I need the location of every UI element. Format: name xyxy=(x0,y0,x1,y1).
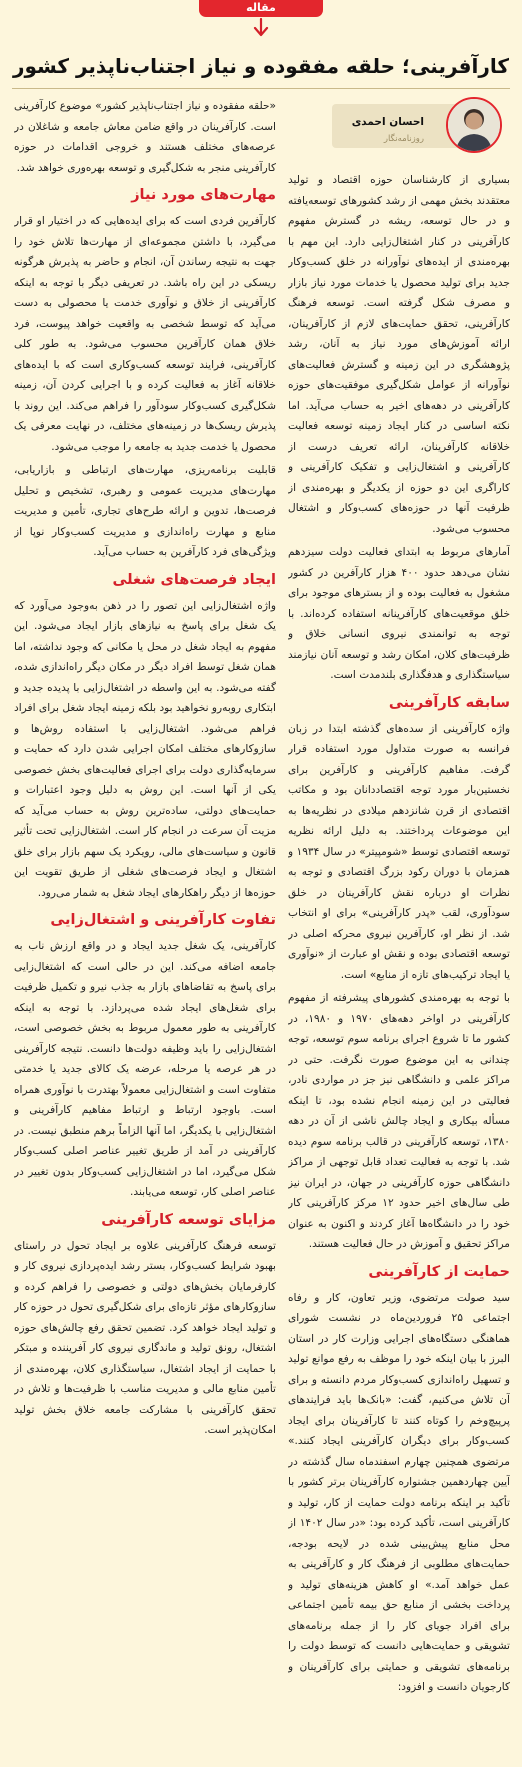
subheading-jobs: ایجاد فرصت‌های شغلی xyxy=(112,571,276,588)
avatar xyxy=(446,97,502,153)
subheading-difference: تفاوت کارآفرینی و اشتغال‌زایی xyxy=(50,912,276,928)
arrow-down-icon xyxy=(253,18,269,38)
column-right xyxy=(288,170,510,1765)
author-portrait-icon xyxy=(448,99,500,151)
author-name: احسان احمدی xyxy=(351,116,424,128)
subheading-support: حمایت از کارآفرینی xyxy=(368,1263,510,1280)
subheading-skills: مهارت‌های مورد نیاز xyxy=(131,187,276,203)
headline: کارآفرینی؛ حلقه مفقوده و نیاز اجتناب‌ناپذیر کشور xyxy=(12,54,509,78)
author-role: روزنامه‌نگار xyxy=(383,134,424,144)
author-box xyxy=(314,97,510,163)
paragraph: سید صولت مرتضوی، وزیر تعاون، کار و رفاه اجتماعی ۲۵ فروردین‌ماه در نشست شورای هماهنگی دستگاه‌های اجرایی وزارت کار در استان البرز با بیان اینکه خود را موظف به رفع موانع تولید و تسهیل راه‌اندازی کسب‌وکار مردم دانسته و برای آن تلاش می‌کنیم، گفت: «بانک‌ها باید فرایندهای پرپیچ‌وخم را کوتاه کنند تا کارآفرینان برای ایجاد کسب‌وکار برای دیگران کارآفرینی ایجاد کنند.» مرتضوی همچنین چهارم اسفندماه سال گذشته در آیین چهاردهمین جشنواره کارآفرینان برتر کشور با تأکید بر اینکه برنامه دولت حمایت از کار، تولید و کارآفرینی است، تأکید کرده بود: «در سال ۱۴۰۲ از محل منابع پیش‌بینی شده در لایحه بودجه، حمایت‌های مطلوبی از فرهنگ کار و کارآفرینی به عمل خواهد آمد.» او کاهش هزینه‌های تولید و پرداخت بخشی از منابع حق بیمه تأمین اجتماعی برای افراد جویای کار را از جمله برنامه‌های تشویقی و حمایت‌هایی دانست که توسط دولت را برنامه‌های تشویقی و حمایتی برای کارآفرینان و کارجویان دانست و افزود: xyxy=(288,1291,510,1693)
paragraph: کارآفرین فردی است که برای ایده‌هایی که در اختیار او قرار می‌گیرد، با داشتن مجموعه‌ای از مهارت‌ها تلاش خود را جهت به نتیجه رساندن آن، انجام و حاضر به پذیرش هرگونه ریسکی در این راه باشد. در تعریفی دیگر با توجه به اینکه کارآفرینی از خلاق و نوآوری خدمت یا محصولی به دست می‌آید که توسط شخصی به واقعیت خواهد پیوست، فرد خلاق همان کارآفرین محسوب می‌شود. به طور کلی کارآفرینی، فرایند توسعه کسب‌وکاری است که با ایده‌های خلاقانه آغاز به فعالیت کرده و با اجرایی کردن آن، زمینه شکل‌گیری کسب‌وکار سودآور را فراهم می‌کند. این روند با پذیرش ریسک‌ها در زمینه‌های مختلف، در نهایت معرفی یک محصول یا خدمت جدید به جامعه را موجب می‌شود. xyxy=(14,215,276,453)
subheading-benefits: مزایای توسعه کارآفرینی xyxy=(101,1211,276,1228)
paragraph: کارآفرینی، یک شغل جدید ایجاد و در واقع ارزش ناب به جامعه اضافه می‌کند. این در حالی است که اشتغال‌زایی برای پاسخ به تقاضاهای بازار به جذب نیرو و تکمیل ظرفیت برای شغل‌های ایجاد شده می‌پردازد. با توجه به اینکه کارآفرینی به طور معمول مربوط به بخش خصوصی است، اشتغال‌زایی را باید وظیفه دولت‌ها دانست. نتیجه کارآفرینی در هر عرصه یا مرحله، عرضه یک کالای جدید یا خدمتی متفاوت است و اشتغال‌زایی معمولاً بهتدرت با نوآوری همراه است. باوجود ارتباط و ارتباط مفاهیم کارآفرینی و اشتغال‌زایی با یکدیگر، اما آنها الزاماً برهم منطبق نیست. در کارآفرینی در آمد از طریق تغییر عناصر اصلی کسب‌وکار شکل می‌گیرد، اما در اشتغال‌زایی کسب‌وکار بدون تغییر در عناصر اصلی کار، توسعه می‌یابند. xyxy=(14,940,276,1198)
paragraph: آمارهای مربوط به ابتدای فعالیت دولت سیزدهم نشان می‌دهد حدود ۴۰۰ هزار کارآفرین در کشور مشغول به فعالیت بوده و از بسترهای موجود برای خلق موقعیت‌های کارآفرینانه استفاده کرده‌اند. با توجه به توانمندی نیروی انسانی خلاق و ظرفیت‌های کلان، امکان رشد و توسعه آنان نیازمند سیاستگذاری و هدفگذاری بلندمدت است. xyxy=(288,546,510,681)
column-left xyxy=(14,96,276,1765)
paragraph: با توجه به بهره‌مندی کشورهای پیشرفته از مفهوم کارآفرینی در اواخر دهه‌های ۱۹۷۰ و ۱۹۸۰، در کشور ما تا شروع اجرای برنامه سوم توسعه، توجه چندانی به این موضوع صورت نگرفت. حتی در مراکز علمی و دانشگاهی نیز جز در مواردی نادر، فعالیتی در این زمینه انجام نشده بود، تا اینکه مسأله بیکاری و ایجاد چالش ناشی از آن در دهه ۱۳۸۰، توسعه کارآفرینی در قالب برنامه سوم دیده شد. با توجه به فعالیت تعداد قابل توجهی از مراکز دانشگاهی حوزه کارآفرینی در جهان، در ایران نیز طی سال‌های اخیر حدود ۱۲ مرکز کارآفرینی کار خود را در دانشگاه‌ها آغاز کردند و اکنون به عنوان مراکز تحقیق و آموزش در حال فعالیت هستند. xyxy=(288,992,510,1250)
section-tab: مقاله xyxy=(199,0,323,17)
paragraph: قابلیت برنامه‌ریزی، مهارت‌های ارتباطی و بازاریابی، مهارت‌های مدیریت عمومی و رهبری، تشخیص و تحلیل فرصت‌ها، تدوین و ارائه طرح‌های تجاری، تأمین و مدیریت منابع و مهارت راه‌اندازی و مدیریت کسب‌وکار نوپا از ویژگی‌های فرد کارآفرین به حساب می‌آید. xyxy=(14,464,276,558)
paragraph: واژه کارآفرینی از سده‌های گذشته ابتدا در زبان فرانسه به صورت متداول مورد استفاده قرار گرفت. مفاهیم کارآفرینی و کارآفرین برای نخستین‌بار مورد توجه اقتصاددانان بود و مکاتب اقتصادی از قرن شانزدهم میلادی در نظریه‌ها به این موضوعات پرداختند. به دلیل ارائه نظریه توسعه اقتصادی توسط «شومپیتر» در سال ۱۹۳۴ و همزمان با دوران رکود بزرگ اقتصادی و توجه به نظرات او درباره نقش کارآفرینان در خلق سودآوری، لقب «پدر کارآفرینی» برای او انتخاب شد. از نظر او، کارآفرین نیروی محرکه اصلی در توسعه اقتصادی بوده و نقش او عبارت از «نوآوری یا ایجاد ترکیب‌های تازه از منابع» است. xyxy=(288,722,510,981)
paragraph: بسیاری از کارشناسان حوزه اقتصاد و تولید معتقدند بخش مهمی از رشد کشورهای توسعه‌یافته و در حال توسعه، ریشه در گسترش مفهوم کارآفرینی در کنار اشتغال‌زایی دارد. این مهم با بهره‌مندی از ایده‌های نوآورانه در خلق کسب‌وکار جدید برای تولید محصول یا خدمات مورد نیاز بازار و مصرف شکل گرفته است. توسعه فرهنگ کارآفرینی، تحقق حمایت‌های لازم از کارآفرینان، ارائه آموزش‌های مورد نیاز به آنان، رشد پژوهشگری در این زمینه و گسترش فعالیت‌های نوآورانه از عوامل شکل‌گیری موفقیت‌های حوزه کارآفرینی در دهه‌های اخیر به حساب می‌آید. اما نکته اساسی در کنار ایجاد زمینه توسعه فعالیت خلاقانه کارآفرینان، ارائه تعریف درست از کارآفرینی و اشتغال‌زایی و تفکیک کارآفرینی و کاراگری این دو حوزه از یکدیگر و بهره‌مندی از ظرفیت آنها در حوزه‌های کسب‌وکار و اشتغال محسوب می‌شود. xyxy=(288,174,510,535)
subheading-history: سابقه کارآفرینی xyxy=(388,694,510,711)
headline-divider xyxy=(12,88,510,89)
paragraph: توسعه فرهنگ کارآفرینی علاوه بر ایجاد تحول در راستای بهبود شرایط کسب‌وکار، بستر رشد ایده‌پردازی نیروی کار و کارفرمایان بخش‌های دولتی و خصوصی را فراهم کرده و سازوکارهای مؤثر تازه‌ای برای شکل‌گیری تحول در حوزه کار و تولید ایجاد خواهد کرد. تضمین تحقق رفع چالش‌های حوزه اشتغال، رونق تولید و ماندگاری نیروی کار آفریننده و مبتکر با حمایت از ایجاد اشتغال، سیاستگذاری کلان، بهره‌مندی از تأمین منابع مالی و مدیریت مناسب با ظرفیت‌ها و تلاش در تحقق کارآفرینی با مشارکت جامعه خلاق بخش تولید امکان‌پذیر است. xyxy=(14,1239,276,1436)
paragraph: واژه اشتغال‌زایی این تصور را در ذهن به‌وجود می‌آورد که یک شغل برای پاسخ به نیازهای بازار ایجاد می‌شود. این مفهوم به ایجاد شغل در محل یا مکانی که وجود نداشته، اما همان شغل توسط افراد دیگر در مکان دیگر راه‌اندازی شده، گفته می‌شود. به این واسطه در اشتغال‌زایی با پدیده جدید و ابتکاری روبه‌رو نخواهید بود بلکه زمینه ایجاد شغل برای افراد فراهم می‌شود. اشتغال‌زایی با استفاده روش‌ها و سازوکارهای مختلف امکان اجرایی شدن دارد که حمایت و سرمایه‌گذاری دولت برای اجرای فعالیت‌های بخش خصوصی یکی از آنها است. این روش به دلیل وجود اعتبارات و حمایت‌های دولتی، ساده‌ترین روش به حساب می‌آید که مزیت آن سرعت در انجام کار است. اشتغال‌زایی تحت تأثیر قانون و سیاست‌های مالی، رویکرد یک سهم بازار برای خلق اشتغال و ایجاد فرصت‌های شغلی از طریق تقویت این حوزه‌ها از دیگر راهکارهای ایجاد شغل به شمار می‌رود. xyxy=(14,599,276,899)
paragraph: «حلقه مفقوده و نیاز اجتناب‌ناپذیر کشور» موضوع کارآفرینی است. کارآفرینان در واقع ضامن معاش جامعه و شاغلان در عرصه‌های مختلف هستند و خروجی اقدامات در حوزه کارآفرینی منجر به شکل‌گیری و توسعه بهره‌وری خواهد شد. xyxy=(14,100,276,174)
